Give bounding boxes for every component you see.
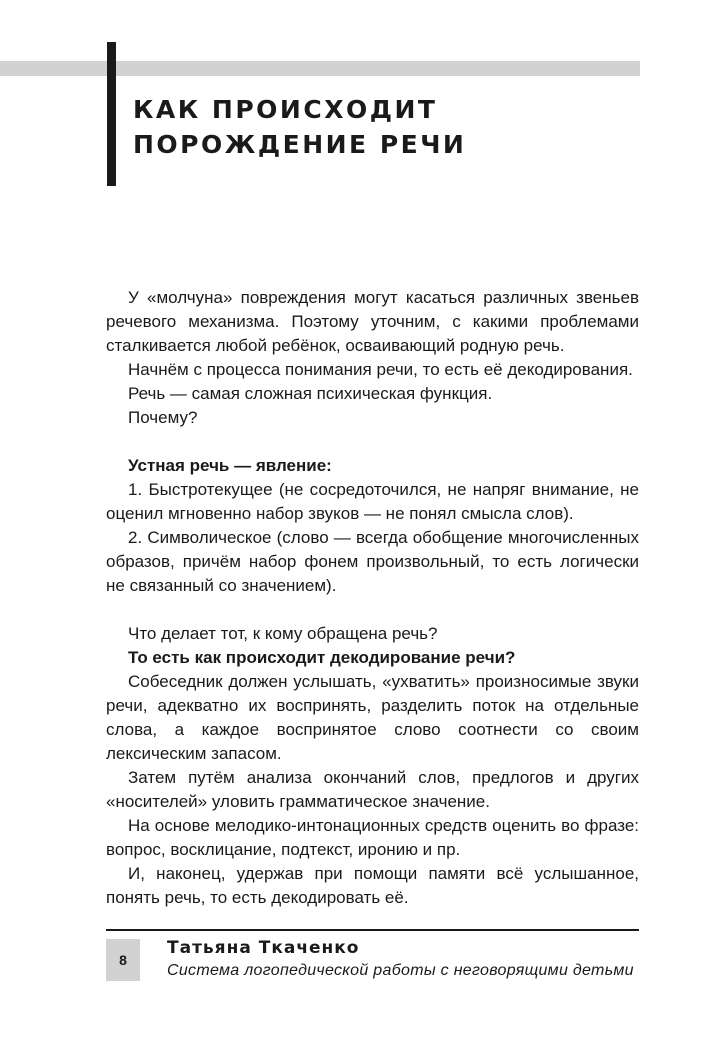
header-band	[0, 61, 640, 76]
bold-heading: То есть как происходит декодирование речи?	[128, 648, 516, 667]
chapter-title	[133, 92, 466, 162]
spacer	[106, 598, 639, 622]
list-item: 1. Быстротекущее (не сосредоточился, не напряг внимание, не оценил мгновенно набор звуков — не понял смысла слов).	[106, 480, 639, 523]
footer-rule	[106, 929, 639, 931]
paragraph: У «молчуна» повреждения могут касаться различных звеньев речевого механизма. Поэтому уточним, с какими проблемами сталкивается любой ребёнок, осваивающий родную речь.	[106, 288, 639, 355]
paragraph: Что делает тот, к кому обращена речь?	[128, 624, 438, 643]
bold-heading: Устная речь — явление:	[128, 456, 332, 475]
title-accent-bar	[107, 42, 116, 186]
paragraph: Речь — самая сложная психическая функция.	[128, 384, 493, 403]
spacer	[106, 430, 639, 454]
paragraph: И, наконец, удержав при помощи памяти всё услышанное, понять речь, то есть декодировать её.	[106, 864, 639, 907]
page-number: 8	[106, 939, 140, 981]
paragraph: Собеседник должен услышать, «ухватить» произносимые звуки речи, адекватно их воспринять, разделить поток на отдельные слова, а каждое воспринятое слово соотнести со своим лексическим запасом.	[106, 672, 639, 763]
footer-book-title: Система логопедической работы с неговорящими детьми	[167, 962, 634, 979]
paragraph: Почему?	[128, 408, 198, 427]
list-item: 2. Символическое (слово — всегда обобщение многочисленных образов, причём набор фонем произвольный, то есть логически не связанный со значением).	[106, 528, 639, 595]
paragraph: На основе мелодико-интонационных средств оценить во фразе: вопрос, восклицание, подтекст, иронию и пр.	[106, 816, 639, 859]
chapter-title-line-2: ПОРОЖДЕНИЕ РЕЧИ	[133, 130, 467, 159]
paragraph: Начнём с процесса понимания речи, то есть её декодирования.	[128, 360, 633, 379]
chapter-title-line-1: КАК ПРОИСХОДИТ	[133, 95, 438, 124]
main-text	[106, 286, 639, 910]
footer-author: Татьяна Ткаченко	[167, 938, 360, 958]
paragraph: Затем путём анализа окончаний слов, предлогов и других «носителей» уловить грамматическое значение.	[106, 768, 639, 811]
